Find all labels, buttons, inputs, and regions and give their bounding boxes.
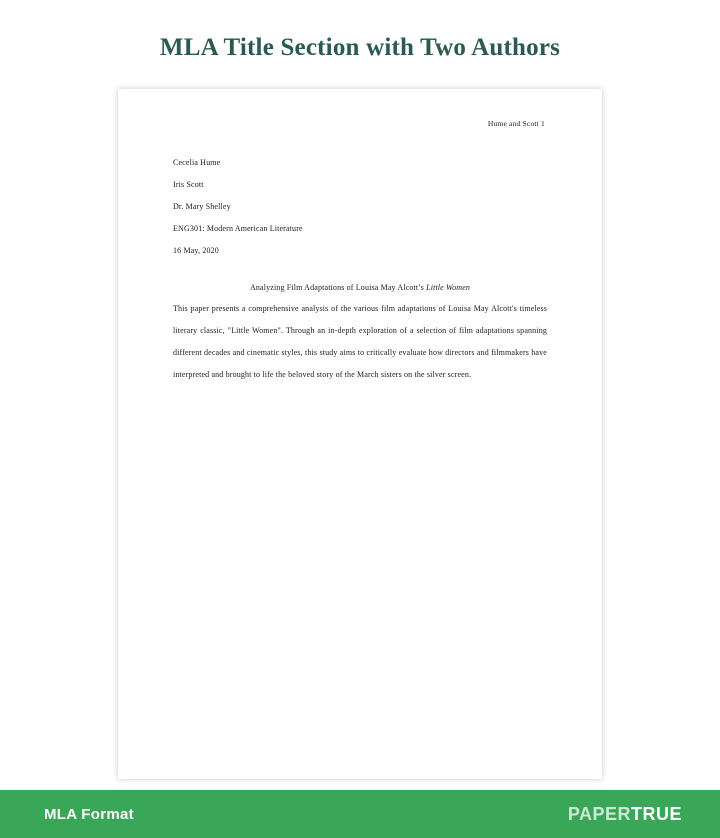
footer-bar xyxy=(0,790,720,838)
brand-logo-second: TRUE xyxy=(631,803,682,824)
page-title: MLA Title Section with Two Authors xyxy=(159,34,561,61)
document-title-italic: Little Women xyxy=(426,283,471,292)
info-line-instructor: Dr. Mary Shelley xyxy=(173,202,231,211)
brand-logo-first: PAPER xyxy=(567,803,631,824)
brand-logo xyxy=(568,804,682,825)
running-head: Hume and Scott 1 xyxy=(487,119,545,128)
document-title xyxy=(173,283,547,292)
document-title-plain: Analyzing Film Adaptations of Louisa May Alcott’s xyxy=(249,283,427,292)
info-line-author-1: Cecelia Hume xyxy=(173,158,221,167)
document-sheet xyxy=(118,89,602,779)
info-line-date: 16 May, 2020 xyxy=(173,246,219,255)
author-info-block xyxy=(173,152,547,262)
footer-label: MLA Format xyxy=(44,805,134,823)
info-line-author-2: Iris Scott xyxy=(173,180,204,189)
info-line-course: ENG301: Modern American Literature xyxy=(173,224,303,233)
document-content xyxy=(118,89,602,779)
document-paragraph: This paper presents a comprehensive analysis of the various film adaptations of Louisa May Alcott's timeless literary classic, "Little Women". Through an in-depth exploration of a selection of film adaptations spanning different decades and cinematic styles, this study aims to critically evaluate how directors and filmmakers have interpreted and brought to life the beloved story of the March sisters on the silver screen. xyxy=(173,304,547,379)
